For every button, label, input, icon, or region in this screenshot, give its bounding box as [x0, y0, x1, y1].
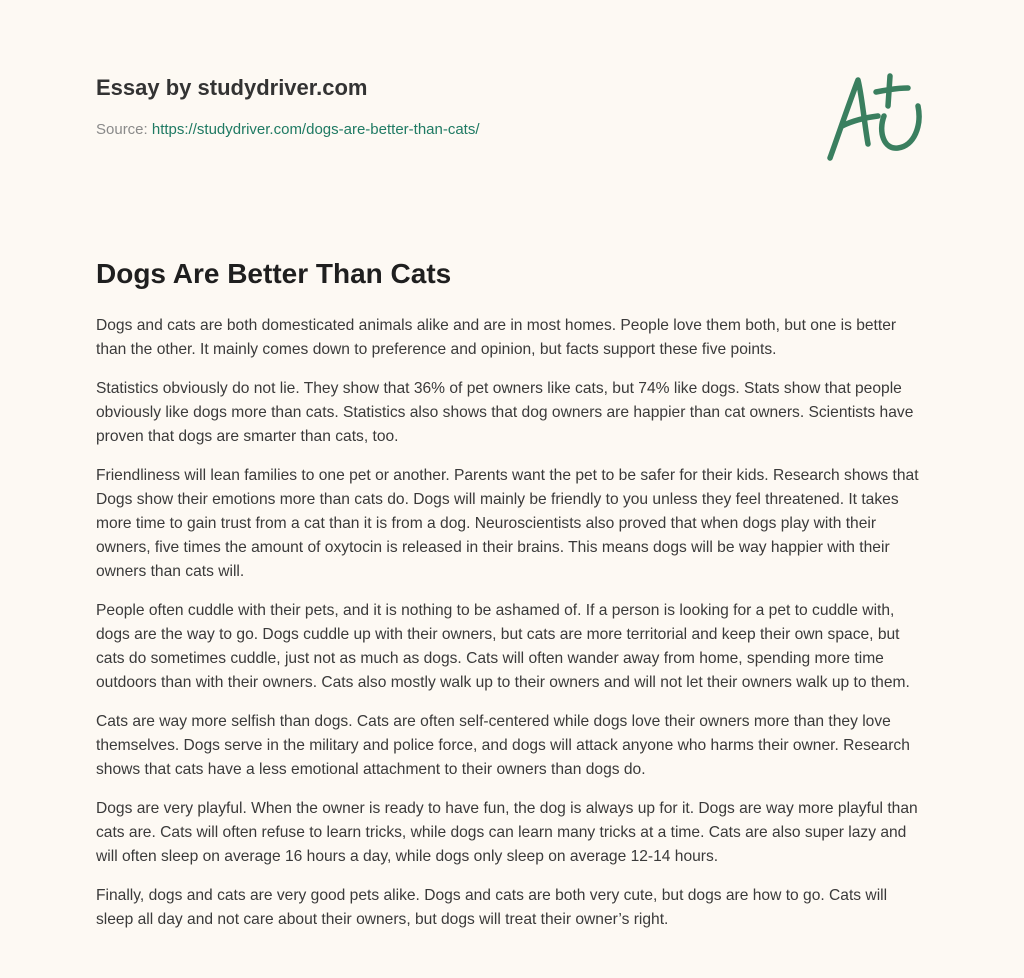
- a-plus-logo-icon: [818, 66, 930, 166]
- site-title: Essay by studydriver.com: [96, 75, 368, 100]
- essay-paragraph: Dogs and cats are both domesticated animals alike and are in most homes. People love them both, but one is better than the other. It mainly comes down to preference and opinion, but facts support these five points.: [96, 317, 897, 358]
- source-label: Source:: [96, 121, 152, 138]
- essay-title: Dogs Are Better Than Cats: [96, 258, 452, 289]
- essay-paragraph: Statistics obviously do not lie. They show that 36% of pet owners like cats, but 74% like dogs. Stats show that people obviously like dogs more than cats. Statistics also shows that dog owners are happier than cat owners. Scientists have proven that dogs are smarter than cats, too.: [96, 380, 914, 445]
- essay-paragraph: People often cuddle with their pets, and it is nothing to be ashamed of. If a person is looking for a pet to cuddle with, dogs are the way to go. Dogs cuddle up with their owners, but cats are more territorial and keep their own space, but cats do sometimes cuddle, just not as much as dogs. Cats will often wander away from home, spending more time outdoors than with their owners. Cats also mostly walk up to their owners and will not let their owners walk up to them.: [96, 602, 910, 691]
- source-line: [96, 120, 796, 140]
- page-header: [96, 72, 796, 140]
- essay-paragraph: Cats are way more selfish than dogs. Cats are often self-centered while dogs love their owners more than they love themselves. Dogs serve in the military and police force, and dogs will attack anyone who harms their owner. Research shows that cats have a less emotional attachment to their owners than dogs do.: [96, 713, 910, 778]
- essay-paragraph: Dogs are very playful. When the owner is ready to have fun, the dog is always up for it. Dogs are way more playful than cats are. Cats will often refuse to learn tricks, while dogs can learn many tricks at a time. Cats are also super lazy and will often sleep on average 16 hours a day, while dogs only sleep on average 12-14 hours.: [96, 800, 918, 865]
- essay-paragraph: Finally, dogs and cats are very good pets alike. Dogs and cats are both very cute, but dogs are how to go. Cats will sleep all day and not care about their owners, but dogs will treat their owner’s right.: [96, 887, 888, 928]
- source-link[interactable]: https://studydriver.com/dogs-are-better-than-cats/: [151, 121, 480, 138]
- essay-paragraph: Friendliness will lean families to one pet or another. Parents want the pet to be safer for their kids. Research shows that Dogs show their emotions more than cats do. Dogs will mainly be friendly to you unless they feel threatened. It takes more time to gain trust from a cat than it is from a dog. Neuroscientists also proved that when dogs play with their owners, five times the amount of oxytocin is released in their brains. This means dogs will be way happier with their owners than cats will.: [96, 467, 919, 580]
- essay-body: [96, 314, 928, 947]
